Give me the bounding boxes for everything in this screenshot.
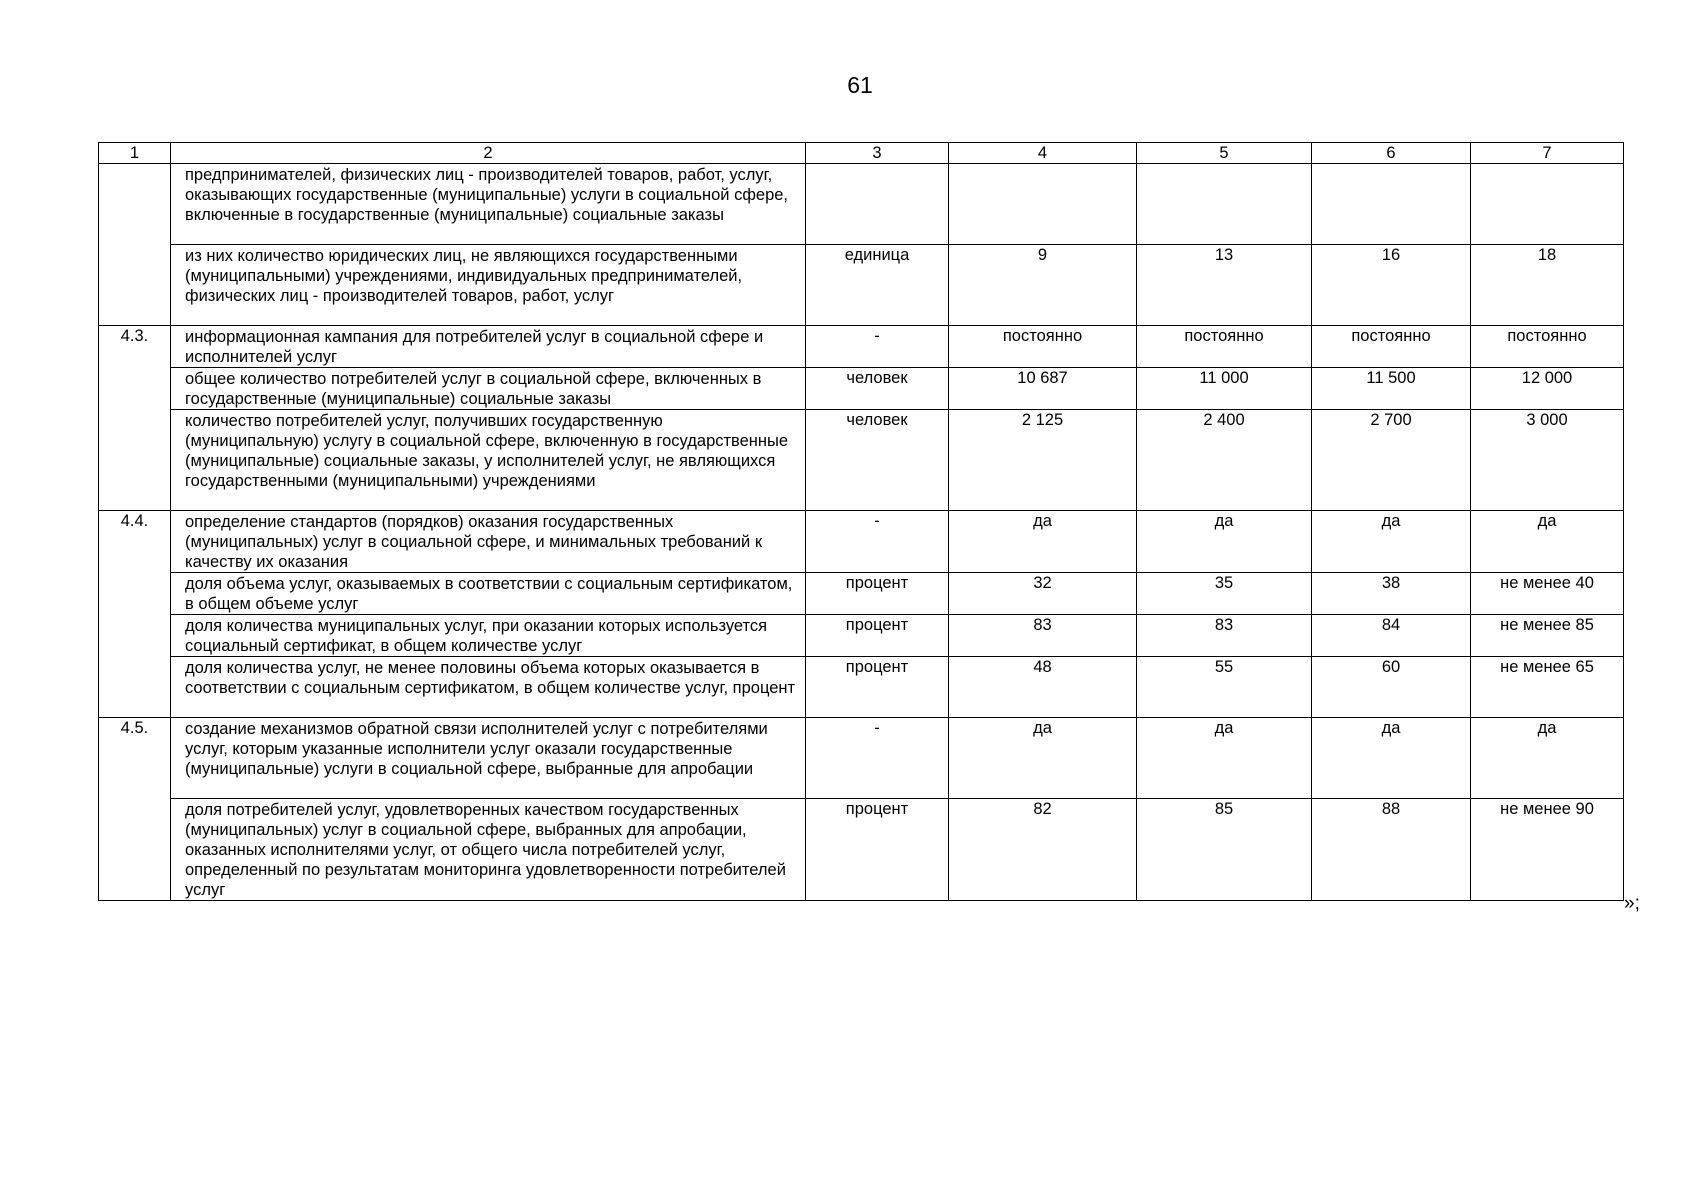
indicators-table	[98, 142, 1624, 901]
value-cell: да	[949, 718, 1137, 799]
table-header-row	[99, 143, 1624, 164]
value-cell: 11 500	[1312, 368, 1471, 410]
value-cell: 35	[1137, 573, 1312, 615]
row-number-cell	[99, 164, 171, 326]
table-row	[99, 799, 1624, 901]
value-cell: постоянно	[1471, 326, 1624, 368]
value-cell	[1137, 164, 1312, 245]
column-number: 6	[1312, 143, 1471, 164]
table-row	[99, 573, 1624, 615]
value-cell: не менее 90	[1471, 799, 1624, 901]
column-number: 7	[1471, 143, 1624, 164]
indicator-text: создание механизмов обратной связи исполнителей услуг с потребителями услуг, которым указанные исполнители услуг оказали государственные (муниципальные) услуги в социальной сфере, выбранные для апробации	[171, 718, 806, 799]
value-cell: 11 000	[1137, 368, 1312, 410]
unit-cell: процент	[806, 615, 949, 657]
value-cell: 82	[949, 799, 1137, 901]
value-cell: да	[1312, 511, 1471, 573]
value-cell: да	[949, 511, 1137, 573]
table-row	[99, 511, 1624, 573]
value-cell: да	[1137, 718, 1312, 799]
value-cell: да	[1471, 511, 1624, 573]
value-cell: постоянно	[1137, 326, 1312, 368]
unit-cell: человек	[806, 368, 949, 410]
column-number: 3	[806, 143, 949, 164]
table-row	[99, 410, 1624, 511]
column-number: 1	[99, 143, 171, 164]
row-number-cell: 4.3.	[99, 326, 171, 511]
value-cell: 2 125	[949, 410, 1137, 511]
unit-cell: процент	[806, 657, 949, 718]
value-cell: не менее 65	[1471, 657, 1624, 718]
value-cell: 83	[949, 615, 1137, 657]
value-cell: 48	[949, 657, 1137, 718]
indicator-text: доля потребителей услуг, удовлетворенных качеством государственных (муниципальных) услуг в социальной сфере, выбранных для апробации, оказанных исполнителями услуг, от общего числа потребителей услуг, определенный по результатам мониторинга удовлетворенности потребителей услуг	[171, 799, 806, 901]
value-cell: 10 687	[949, 368, 1137, 410]
page-number: 61	[847, 72, 873, 98]
row-number-cell: 4.4.	[99, 511, 171, 718]
value-cell: 60	[1312, 657, 1471, 718]
indicator-text: информационная кампания для потребителей услуг в социальной сфере и исполнителей услуг	[171, 326, 806, 368]
unit-cell: человек	[806, 410, 949, 511]
table-row	[99, 657, 1624, 718]
row-number-cell: 4.5.	[99, 718, 171, 901]
value-cell: 85	[1137, 799, 1312, 901]
indicator-text: доля количества услуг, не менее половины объема которых оказывается в соответствии с социальным сертификатом, в общем количестве услуг, процент	[171, 657, 806, 718]
indicator-text: общее количество потребителей услуг в социальной сфере, включенных в государственные (муниципальные) социальные заказы	[171, 368, 806, 410]
value-cell: 32	[949, 573, 1137, 615]
value-cell: 3 000	[1471, 410, 1624, 511]
closing-quote-mark: »;	[1624, 893, 1640, 914]
table-row	[99, 326, 1624, 368]
table-row	[99, 718, 1624, 799]
unit-cell: единица	[806, 245, 949, 326]
indicator-text: предпринимателей, физических лиц - производителей товаров, работ, услуг, оказывающих государственные (муниципальные) услуги в социальной сфере, включенные в государственные (муниципальные) социальные заказы	[171, 164, 806, 245]
value-cell: 18	[1471, 245, 1624, 326]
indicator-text: доля объема услуг, оказываемых в соответствии с социальным сертификатом, в общем объеме услуг	[171, 573, 806, 615]
value-cell: не менее 85	[1471, 615, 1624, 657]
value-cell: 16	[1312, 245, 1471, 326]
value-cell: 88	[1312, 799, 1471, 901]
value-cell: 12 000	[1471, 368, 1624, 410]
column-number: 5	[1137, 143, 1312, 164]
value-cell: 13	[1137, 245, 1312, 326]
table-row	[99, 245, 1624, 326]
value-cell: 2 700	[1312, 410, 1471, 511]
unit-cell: -	[806, 511, 949, 573]
column-number: 2	[171, 143, 806, 164]
indicator-text: количество потребителей услуг, получивших государственную (муниципальную) услугу в социальной сфере, включенную в государственные (муниципальные) социальные заказы, у исполнителей услуг, не являющихся государственными (муниципальными) учреждениями	[171, 410, 806, 511]
table-row	[99, 368, 1624, 410]
indicator-text: доля количества муниципальных услуг, при оказании которых используется социальный сертификат, в общем количестве услуг	[171, 615, 806, 657]
unit-cell: -	[806, 326, 949, 368]
value-cell	[949, 164, 1137, 245]
value-cell: да	[1471, 718, 1624, 799]
column-number: 4	[949, 143, 1137, 164]
unit-cell: -	[806, 718, 949, 799]
table-row	[99, 615, 1624, 657]
value-cell: 9	[949, 245, 1137, 326]
value-cell: 55	[1137, 657, 1312, 718]
table-row	[99, 164, 1624, 245]
indicator-text: из них количество юридических лиц, не являющихся государственными (муниципальными) учреждениями, индивидуальных предпринимателей, физических лиц - производителей товаров, работ, услуг	[171, 245, 806, 326]
unit-cell	[806, 164, 949, 245]
value-cell: постоянно	[949, 326, 1137, 368]
value-cell: 83	[1137, 615, 1312, 657]
value-cell: 38	[1312, 573, 1471, 615]
value-cell: 84	[1312, 615, 1471, 657]
value-cell	[1312, 164, 1471, 245]
value-cell: 2 400	[1137, 410, 1312, 511]
value-cell: да	[1312, 718, 1471, 799]
value-cell: постоянно	[1312, 326, 1471, 368]
unit-cell: процент	[806, 799, 949, 901]
indicator-text: определение стандартов (порядков) оказания государственных (муниципальных) услуг в социальной сфере, и минимальных требований к качеству их оказания	[171, 511, 806, 573]
value-cell	[1471, 164, 1624, 245]
value-cell: да	[1137, 511, 1312, 573]
value-cell: не менее 40	[1471, 573, 1624, 615]
unit-cell: процент	[806, 573, 949, 615]
